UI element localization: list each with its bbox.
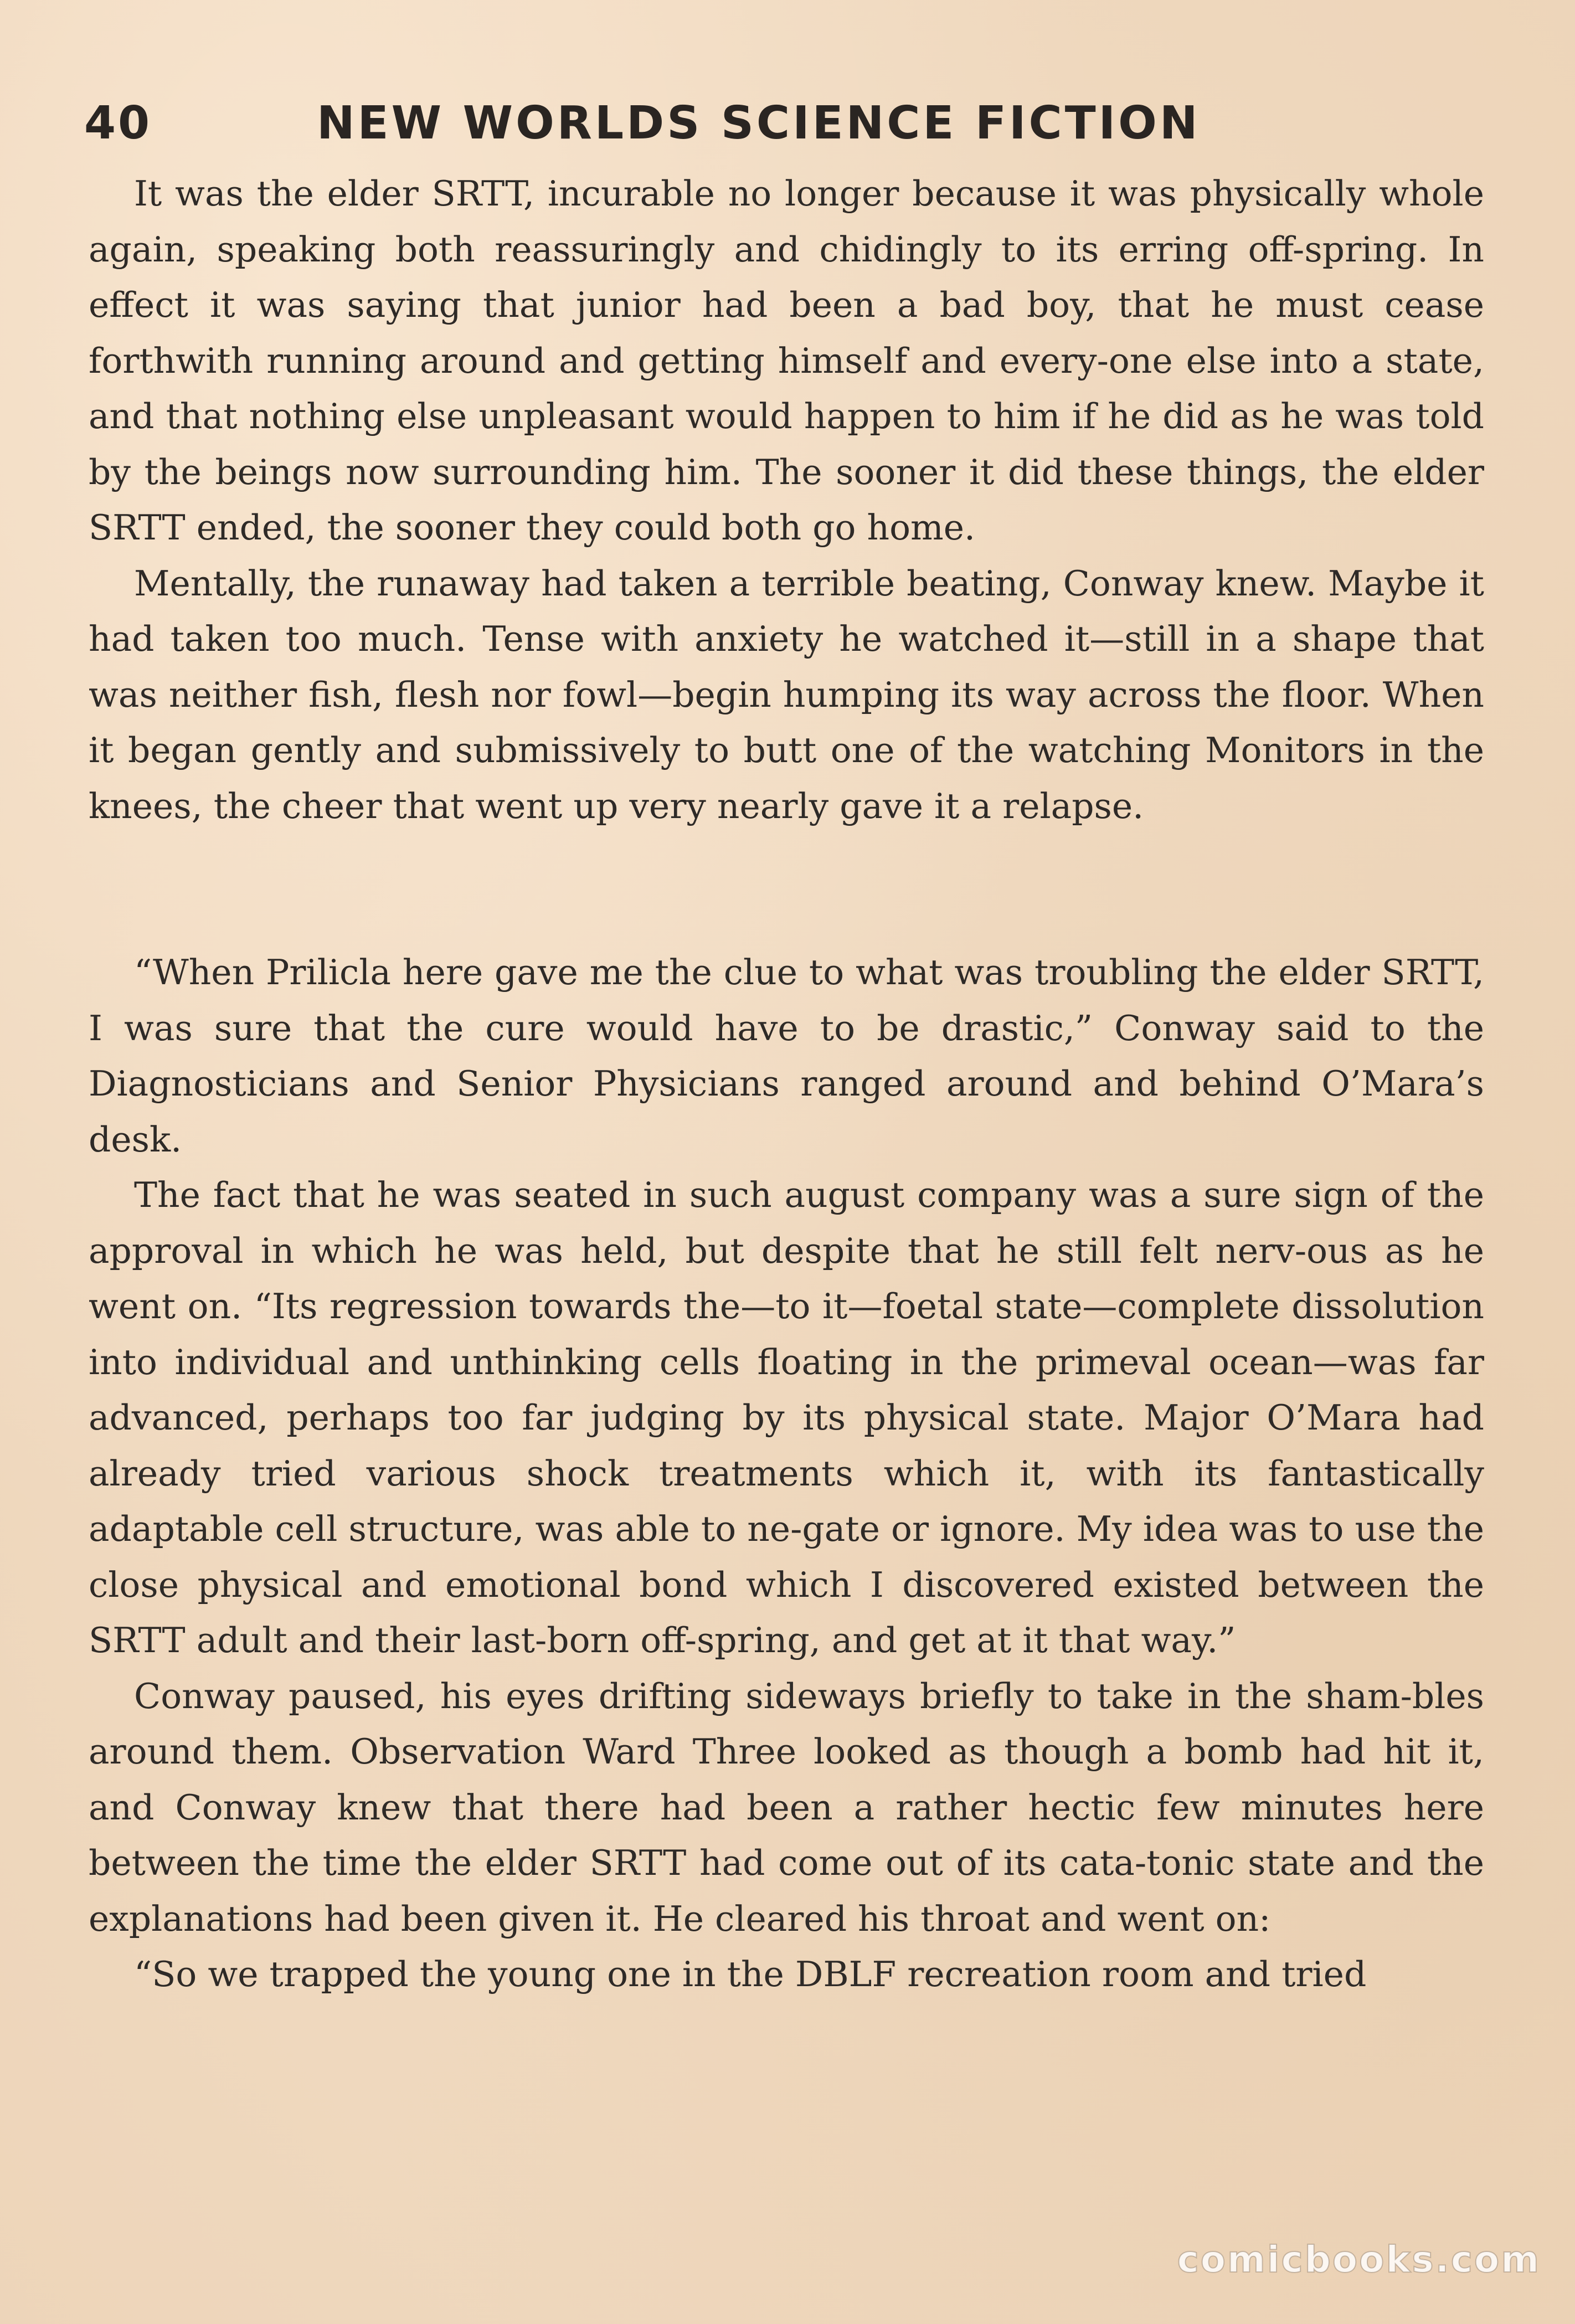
page-header (84, 93, 1502, 154)
paragraph-2: Mentally, the runaway had taken a terrible beating, Conway knew. Maybe it had taken too much. Tense with anxiety he watched it—still in a shape that was neither fish, flesh nor fowl—begin humping its way across the floor. When it began gently and submissively to butt one of the watching Monitors in the knees, the cheer that went up very nearly gave it a relapse. (89, 563, 1484, 826)
paragraph-3: “When Prilicla here gave me the clue to what was troubling the elder SRTT, I was sure that the cure would have to be drastic,” Conway said to the Diagnosticians and Senior Physicians ranged around and behind O’Mara’s desk. (89, 952, 1484, 1160)
running-title: NEW WORLDS SCIENCE FICTION (317, 97, 1201, 150)
site-watermark: comicbooks.com (1177, 2238, 1541, 2281)
paragraph-4: The fact that he was seated in such august company was a sure sign of the approval in which he was held, but despite that he still felt nerv-ous as he went on. “Its regression towards the—to it—foetal state—complete dissolution into individual and unthinking cells floating in the primeval ocean—was far advanced, perhaps too far judging by its physical state. Major O’Mara had already tried various shock treatments which it, with its fantastically adaptable cell structure, was able to ne-gate or ignore. My idea was to use the close physical and emotional bond which I discovered existed between the SRTT adult and their last-born off-spring, and get at it that way.” (89, 1175, 1484, 1660)
page-number: 40 (84, 97, 152, 150)
paragraph-6: “So we trapped the young one in the DBLF recreation room and tried (134, 1954, 1367, 1994)
paragraph-5: Conway paused, his eyes drifting sideways briefly to take in the sham-bles around them. Observation Ward Three looked as though a bomb had hit it, and Conway knew that there had been a rather hectic few minutes here between the time the elder SRTT had come out of its cata-tonic state and the explanations had been given it. He cleared his throat and went on: (89, 1675, 1484, 1939)
paragraph-1: It was the elder SRTT, incurable no longer because it was physically whole again, speaking both reassuringly and chidingly to its erring off-spring. In effect it was saying that junior had been a bad boy, that he must cease forthwith running around and getting himself and every-one else into a state, and that nothing else unpleasant would happen to him if he did as he was told by the beings now surrounding him. The sooner it did these things, the elder SRTT ended, the sooner they could both go home. (89, 173, 1484, 548)
body-text (89, 166, 1484, 2003)
